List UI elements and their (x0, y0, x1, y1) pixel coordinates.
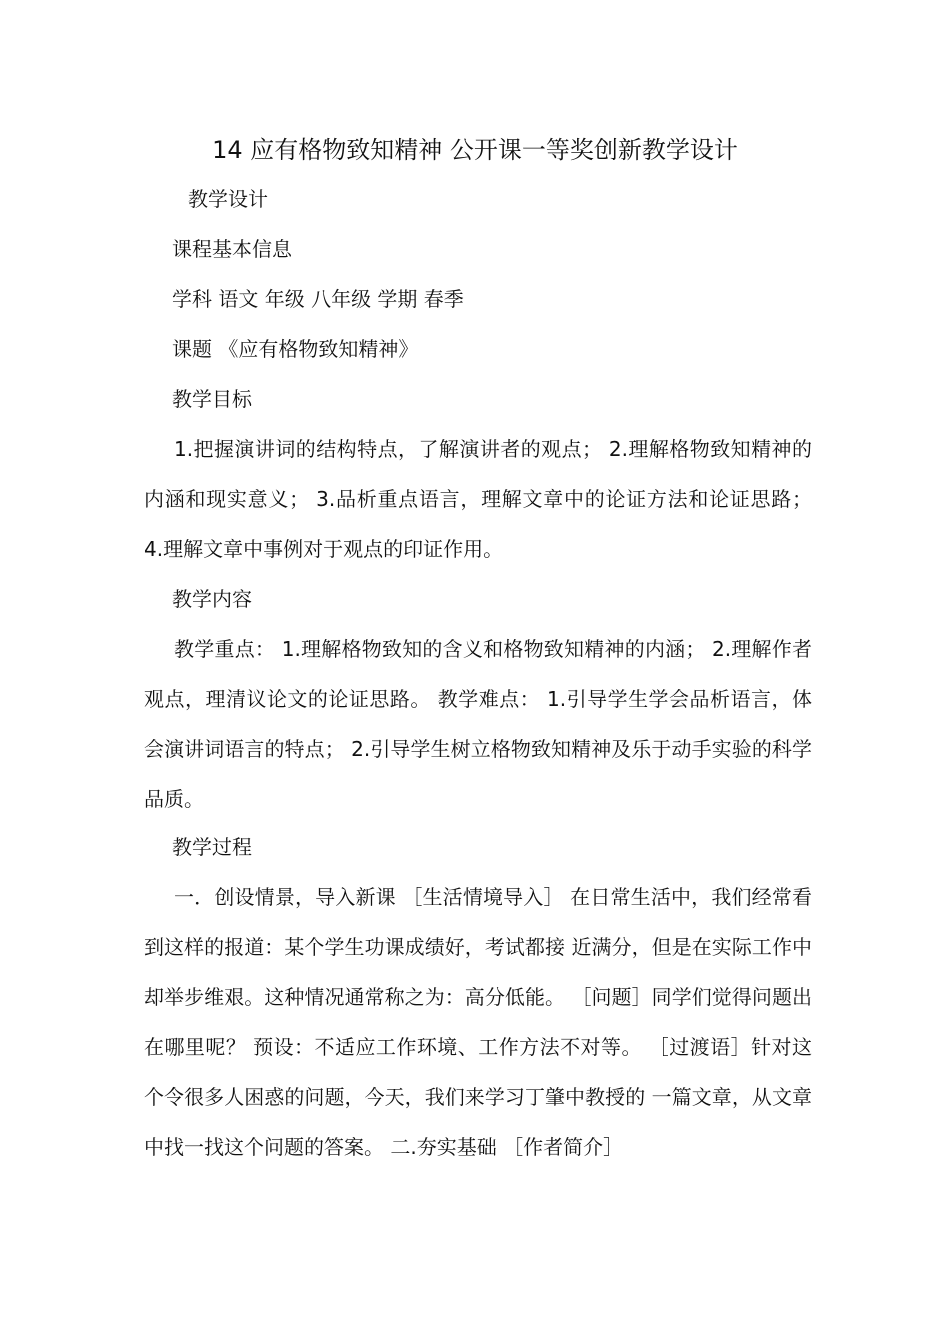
objectives-heading: 教学目标 (172, 387, 252, 411)
content-paragraph: 教学重点： 1.理解格物致知的含义和格物致知精神的内涵； 2.理解作者观点，理清议论文的论证思路。 教学难点： 1.引导学生学会品析语言，体会演讲词语言的特点； 2.引导学生树立格物致知精神及乐于动手实验的科学品质。 (144, 637, 812, 811)
objectives-paragraph: 1.把握演讲词的结构特点，了解演讲者的观点； 2.理解格物致知精神的内涵和现实意义； 3.品析重点语言，理解文章中的论证方法和论证思路； 4.理解文章中事例对于观点的印证作用。 (144, 437, 812, 561)
document-title: 14 应有格物致知精神 公开课一等奖创新教学设计 (212, 136, 738, 164)
subject-info-line: 学科 语文 年级 八年级 学期 春季 (172, 287, 464, 311)
process-heading: 教学过程 (172, 835, 252, 859)
process-paragraph: 一．创设情景，导入新课 ［生活情境导入］ 在日常生活中，我们经常看到这样的报道：某个学生功课成绩好，考试都接 近满分，但是在实际工作中却举步维艰。这种情况通常称之为：高分低能。 ［问题］同学们觉得问题出在哪里呢？ 预设：不适应工作环境、工作方法不对等。 ［过渡语］针对这个令很多人困惑的问题，今天，我们来学习丁肇中教授的 一篇文章，从文章中找一找这个问题的答案。 二.夯实基础 ［作者简介］ (144, 885, 812, 1159)
content-heading: 教学内容 (172, 587, 252, 611)
topic-line: 课题 《应有格物致知精神》 (172, 337, 419, 361)
section-heading-design: 教学设计 (188, 187, 268, 211)
course-info-heading: 课程基本信息 (172, 237, 292, 261)
